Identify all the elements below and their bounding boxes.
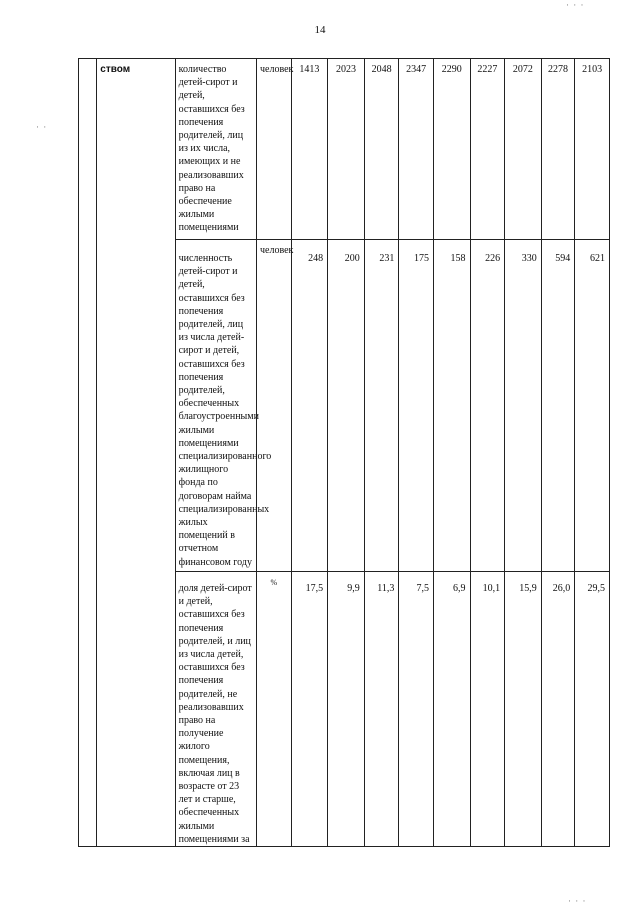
value-cell: 2103	[575, 59, 610, 240]
value-cell: 175	[399, 240, 434, 572]
value-cell: 10,1	[470, 572, 505, 847]
value-cell: 248	[291, 240, 328, 572]
value-cell: 6,9	[433, 572, 470, 847]
value-cell: 226	[470, 240, 505, 572]
value-cell: 231	[364, 240, 399, 572]
value-cell: 26,0	[541, 572, 575, 847]
value-cell: 2347	[399, 59, 434, 240]
indicator-name: количество детей-сирот и детей, оставшихся без попечения родителей, лиц из их числа, имеющих и не реализовавших право на обеспечение жилыми помещениями	[175, 59, 256, 240]
value-cell: 17,5	[291, 572, 328, 847]
value-cell: 621	[575, 240, 610, 572]
unit-cell: человек	[256, 59, 291, 240]
indicator-name: доля детей-сирот и детей, оставшихся без попечения родителей, и лиц из числа детей, оставшихся без попечения родителей, не реализовавших право на получение жилого помещения, включая лиц в возрасте от 23 лет и старше, обеспеченных жилыми помещениями за	[175, 572, 256, 847]
value-cell: 330	[505, 240, 542, 572]
value-cell: 2048	[364, 59, 399, 240]
value-cell: 9,9	[328, 572, 365, 847]
unit-cell: человек	[256, 240, 291, 572]
scan-mark-bottom-right: · · ·	[568, 896, 587, 906]
group-label: ством	[97, 59, 175, 847]
value-cell: 2072	[505, 59, 542, 240]
value-cell: 2290	[433, 59, 470, 240]
table-row	[79, 59, 610, 240]
value-cell: 2227	[470, 59, 505, 240]
value-cell: 29,5	[575, 572, 610, 847]
value-cell: 7,5	[399, 572, 434, 847]
unit-cell: %	[256, 572, 291, 847]
value-cell: 15,9	[505, 572, 542, 847]
empty-cell	[79, 59, 97, 847]
scan-mark-top-right: · · ·	[566, 0, 585, 10]
value-cell: 158	[433, 240, 470, 572]
value-cell: 594	[541, 240, 575, 572]
scan-mark-left: · ·	[36, 122, 48, 132]
value-cell: 1413	[291, 59, 328, 240]
indicator-table	[78, 58, 610, 847]
value-cell: 11,3	[364, 572, 399, 847]
value-cell: 200	[328, 240, 365, 572]
value-cell: 2278	[541, 59, 575, 240]
value-cell: 2023	[328, 59, 365, 240]
page-number: 14	[314, 24, 326, 36]
indicator-name: численность детей-сирот и детей, оставшихся без попечения родителей, лиц из числа детей-сирот и детей, оставшихся без попечения родителей, обеспеченных благоустроенными жилыми помещениями специализированного жилищного фонда по договорам найма специализированных жилых помещений в отчетном финансовом году	[175, 240, 256, 572]
